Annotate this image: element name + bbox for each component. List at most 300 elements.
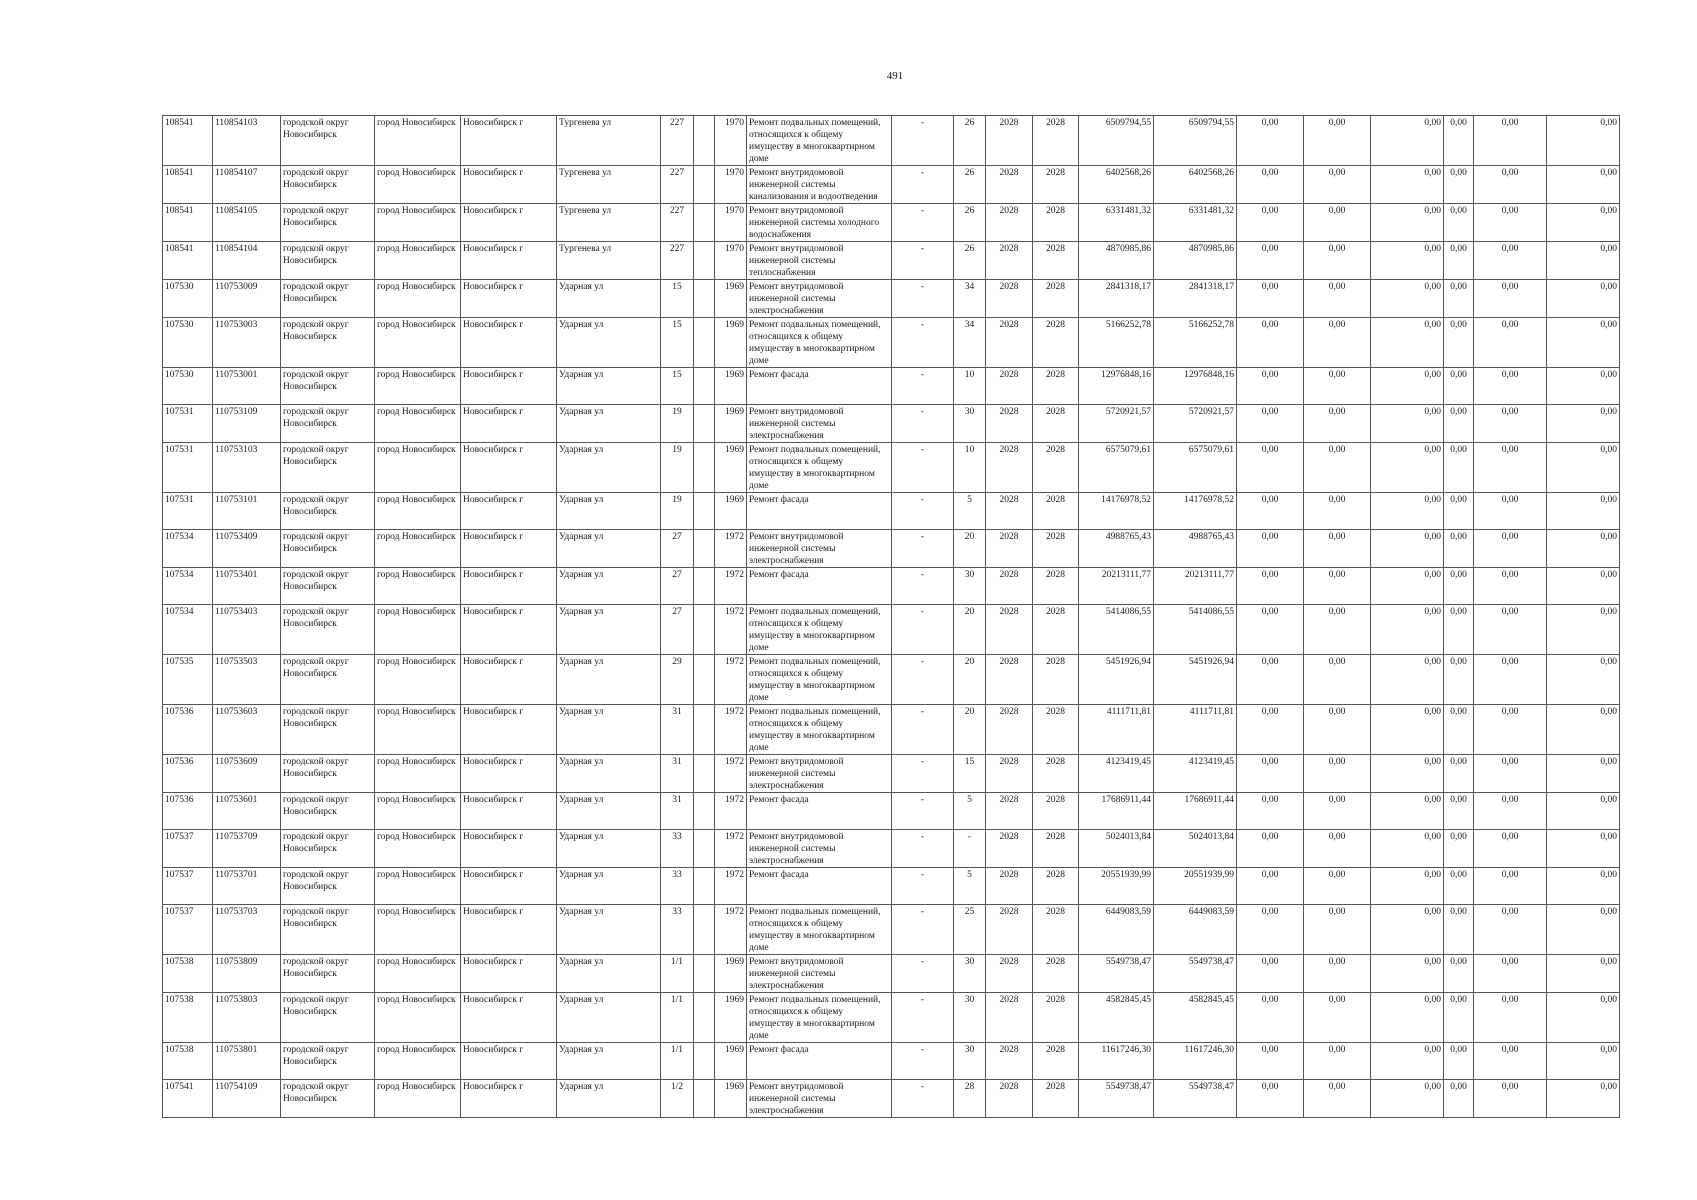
cell-street: Ударная ул [557,568,661,605]
cell-total-cost: 5024013,84 [1079,830,1154,868]
cell-cost-e: 0,00 [1474,793,1547,830]
cell-cost-f: 0,00 [1547,955,1620,993]
cell-cost-f: 0,00 [1547,204,1620,242]
cell-plan-year-start: 2028 [986,280,1033,318]
cell-house-number: 15 [661,368,694,405]
cell-total-cost: 5549738,47 [1079,1080,1154,1118]
cell-cost-d: 0,00 [1444,116,1474,166]
cell-building [694,530,715,568]
cell-plan-year-start: 2028 [986,405,1033,443]
cell-cost-a: 0,00 [1237,242,1304,280]
cell-cost-a: 0,00 [1237,830,1304,868]
cell-object-id: 107530 [163,368,213,405]
cell-cost-a: 0,00 [1237,530,1304,568]
cell-cost-b: 0,00 [1304,905,1371,955]
cell-work-id: 110753601 [213,793,281,830]
cell-fund-cost: 6575079,61 [1154,443,1237,493]
cell-house-number: 31 [661,705,694,755]
cell-cost-c: 0,00 [1371,1080,1444,1118]
cell-object-id: 107537 [163,868,213,905]
cell-wear-percent: 5 [954,793,986,830]
cell-city: Новосибирск г [461,318,557,368]
cell-built-year: 1969 [715,318,747,368]
cell-house-number: 15 [661,318,694,368]
table-row [163,280,1620,318]
cell-city: Новосибирск г [461,868,557,905]
cell-work-type: Ремонт фасада [747,868,892,905]
cell-street: Ударная ул [557,993,661,1043]
cell-cost-a: 0,00 [1237,793,1304,830]
cell-city: Новосибирск г [461,793,557,830]
cell-object-id: 107538 [163,1043,213,1080]
cell-city: Новосибирск г [461,955,557,993]
cell-work-type: Ремонт фасада [747,568,892,605]
cell-cost-a: 0,00 [1237,1043,1304,1080]
cell-cost-e: 0,00 [1474,242,1547,280]
cell-wear-percent: 20 [954,655,986,705]
cell-built-year: 1969 [715,1043,747,1080]
cell-cost-e: 0,00 [1474,116,1547,166]
cell-plan-year-start: 2028 [986,955,1033,993]
cell-cost-d: 0,00 [1444,242,1474,280]
cell-fund-cost: 12976848,16 [1154,368,1237,405]
cell-cost-c: 0,00 [1371,318,1444,368]
cell-municipality: городской округ Новосибирск [281,1043,375,1080]
cell-built-year: 1972 [715,530,747,568]
cell-plan-year-end: 2028 [1033,1080,1079,1118]
cell-settlement: город Новосибирск [375,655,461,705]
cell-built-year: 1970 [715,166,747,204]
cell-work-id: 110753003 [213,318,281,368]
cell-plan-year-start: 2028 [986,166,1033,204]
cell-cost-b: 0,00 [1304,868,1371,905]
cell-cost-b: 0,00 [1304,242,1371,280]
cell-cost-f: 0,00 [1547,280,1620,318]
cell-work-type: Ремонт подвальных помещений, относящихся к общему имуществу в многоквартирном доме [747,116,892,166]
cell-cost-d: 0,00 [1444,318,1474,368]
cell-cost-f: 0,00 [1547,868,1620,905]
cell-house-number: 27 [661,568,694,605]
cell-work-id: 110753503 [213,655,281,705]
cell-built-year: 1972 [715,793,747,830]
cell-cost-d: 0,00 [1444,530,1474,568]
cell-total-cost: 6575079,61 [1079,443,1154,493]
table-row [163,955,1620,993]
table-row [163,905,1620,955]
cell-settlement: город Новосибирск [375,204,461,242]
cell-plan-year-end: 2028 [1033,530,1079,568]
cell-work-id: 110854105 [213,204,281,242]
cell-cost-e: 0,00 [1474,1043,1547,1080]
cell-street: Ударная ул [557,368,661,405]
cell-built-year: 1972 [715,705,747,755]
cell-building [694,405,715,443]
cell-city: Новосибирск г [461,116,557,166]
cell-work-id: 110753103 [213,443,281,493]
table-row [163,1043,1620,1080]
cell-house-number: 19 [661,443,694,493]
cell-wear-percent: - [954,830,986,868]
cell-cost-b: 0,00 [1304,368,1371,405]
cell-cost-d: 0,00 [1444,405,1474,443]
cell-object-id: 107538 [163,955,213,993]
cell-total-cost: 6331481,32 [1079,204,1154,242]
cell-object-id: 108541 [163,166,213,204]
cell-cost-b: 0,00 [1304,443,1371,493]
cell-settlement: город Новосибирск [375,830,461,868]
cell-work-id: 110753009 [213,280,281,318]
cell-house-number: 227 [661,166,694,204]
cell-wear-percent: 28 [954,1080,986,1118]
cell-work-id: 110753401 [213,568,281,605]
cell-settlement: город Новосибирск [375,116,461,166]
cell-plan-year-start: 2028 [986,242,1033,280]
cell-settlement: город Новосибирск [375,1043,461,1080]
cell-wear-percent: 30 [954,405,986,443]
cell-cost-f: 0,00 [1547,993,1620,1043]
cell-work-type: Ремонт подвальных помещений, относящихся к общему имуществу в многоквартирном доме [747,605,892,655]
cell-street: Тургенева ул [557,242,661,280]
cell-settlement: город Новосибирск [375,166,461,204]
cell-settlement: город Новосибирск [375,955,461,993]
table-row [163,1080,1620,1118]
cell-cost-c: 0,00 [1371,568,1444,605]
cell-settlement: город Новосибирск [375,605,461,655]
cell-plan-year-end: 2028 [1033,905,1079,955]
cell-building [694,368,715,405]
cell-fund-cost: 20213111,77 [1154,568,1237,605]
cell-cost-f: 0,00 [1547,1080,1620,1118]
cell-municipality: городской округ Новосибирск [281,204,375,242]
cell-house-number: 29 [661,655,694,705]
cell-settlement: город Новосибирск [375,318,461,368]
cell-cost-f: 0,00 [1547,605,1620,655]
cell-building [694,868,715,905]
cell-fund-cost: 4988765,43 [1154,530,1237,568]
cell-cost-b: 0,00 [1304,166,1371,204]
cell-cost-c: 0,00 [1371,830,1444,868]
cell-plan-year-end: 2028 [1033,793,1079,830]
cell-cost-f: 0,00 [1547,116,1620,166]
cell-object-id: 107534 [163,605,213,655]
cell-cost-e: 0,00 [1474,405,1547,443]
cell-cost-e: 0,00 [1474,905,1547,955]
cell-total-cost: 12976848,16 [1079,368,1154,405]
cell-cost-f: 0,00 [1547,568,1620,605]
cell-street: Тургенева ул [557,204,661,242]
cell-work-type: Ремонт подвальных помещений, относящихся к общему имуществу в многоквартирном доме [747,443,892,493]
cell-cost-c: 0,00 [1371,1043,1444,1080]
cell-total-cost: 2841318,17 [1079,280,1154,318]
cell-wear-percent: 26 [954,166,986,204]
cell-plan-year-start: 2028 [986,318,1033,368]
cell-work-type: Ремонт внутридомовой инженерной системы электроснабжения [747,830,892,868]
cell-cost-d: 0,00 [1444,443,1474,493]
cell-cost-b: 0,00 [1304,318,1371,368]
cell-total-cost: 11617246,30 [1079,1043,1154,1080]
cell-settlement: город Новосибирск [375,705,461,755]
cell-building [694,705,715,755]
cell-cell-dash: - [892,280,954,318]
cell-cost-c: 0,00 [1371,605,1444,655]
cell-work-id: 110854103 [213,116,281,166]
cell-cost-c: 0,00 [1371,166,1444,204]
cell-work-id: 110753801 [213,1043,281,1080]
cell-settlement: город Новосибирск [375,755,461,793]
cell-building [694,605,715,655]
cell-cost-b: 0,00 [1304,493,1371,530]
cell-municipality: городской округ Новосибирск [281,793,375,830]
table-row [163,166,1620,204]
cell-built-year: 1972 [715,868,747,905]
cell-object-id: 107537 [163,905,213,955]
cell-fund-cost: 6449083,59 [1154,905,1237,955]
cell-house-number: 27 [661,605,694,655]
cell-work-type: Ремонт подвальных помещений, относящихся к общему имуществу в многоквартирном доме [747,993,892,1043]
cell-cost-a: 0,00 [1237,868,1304,905]
cell-cost-f: 0,00 [1547,830,1620,868]
cell-municipality: городской округ Новосибирск [281,242,375,280]
cell-cost-c: 0,00 [1371,905,1444,955]
cell-cost-a: 0,00 [1237,1080,1304,1118]
cell-cost-f: 0,00 [1547,368,1620,405]
cell-street: Ударная ул [557,955,661,993]
cell-building [694,568,715,605]
table-row [163,655,1620,705]
cell-built-year: 1969 [715,368,747,405]
cell-plan-year-start: 2028 [986,793,1033,830]
cell-cost-a: 0,00 [1237,443,1304,493]
cell-work-id: 110753809 [213,955,281,993]
cell-fund-cost: 17686911,44 [1154,793,1237,830]
cell-built-year: 1969 [715,443,747,493]
cell-plan-year-start: 2028 [986,493,1033,530]
cell-settlement: город Новосибирск [375,242,461,280]
cell-wear-percent: 34 [954,280,986,318]
cell-settlement: город Новосибирск [375,280,461,318]
cell-plan-year-start: 2028 [986,116,1033,166]
cell-work-type: Ремонт внутридомовой инженерной системы холодного водоснабжения [747,204,892,242]
cell-wear-percent: 26 [954,204,986,242]
cell-total-cost: 4870985,86 [1079,242,1154,280]
cell-cost-a: 0,00 [1237,955,1304,993]
cell-built-year: 1972 [715,605,747,655]
table-row [163,368,1620,405]
cell-municipality: городской округ Новосибирск [281,830,375,868]
cell-street: Ударная ул [557,655,661,705]
table-row [163,993,1620,1043]
cell-municipality: городской округ Новосибирск [281,280,375,318]
cell-municipality: городской округ Новосибирск [281,993,375,1043]
cell-street: Ударная ул [557,530,661,568]
cell-cost-e: 0,00 [1474,830,1547,868]
cell-fund-cost: 5451926,94 [1154,655,1237,705]
cell-total-cost: 6449083,59 [1079,905,1154,955]
cell-city: Новосибирск г [461,166,557,204]
cell-work-type: Ремонт фасада [747,493,892,530]
cell-house-number: 31 [661,793,694,830]
cell-municipality: городской округ Новосибирск [281,443,375,493]
cell-house-number: 227 [661,204,694,242]
cell-cost-d: 0,00 [1444,955,1474,993]
cell-settlement: город Новосибирск [375,368,461,405]
cell-cost-d: 0,00 [1444,905,1474,955]
cell-building [694,242,715,280]
cell-built-year: 1972 [715,655,747,705]
cell-work-type: Ремонт внутридомовой инженерной системы электроснабжения [747,755,892,793]
cell-cost-e: 0,00 [1474,368,1547,405]
cell-cost-f: 0,00 [1547,530,1620,568]
cell-building [694,166,715,204]
cell-total-cost: 17686911,44 [1079,793,1154,830]
cell-cost-f: 0,00 [1547,405,1620,443]
cell-city: Новосибирск г [461,830,557,868]
cell-plan-year-start: 2028 [986,905,1033,955]
cell-work-id: 110753109 [213,405,281,443]
cell-cost-e: 0,00 [1474,530,1547,568]
cell-cost-b: 0,00 [1304,1080,1371,1118]
cell-cost-c: 0,00 [1371,655,1444,705]
cell-cell-dash: - [892,905,954,955]
cell-cost-c: 0,00 [1371,705,1444,755]
cell-total-cost: 4123419,45 [1079,755,1154,793]
cell-cost-c: 0,00 [1371,755,1444,793]
cell-municipality: городской округ Новосибирск [281,568,375,605]
cell-cell-dash: - [892,955,954,993]
cell-street: Ударная ул [557,405,661,443]
cell-plan-year-end: 2028 [1033,116,1079,166]
cell-cost-b: 0,00 [1304,955,1371,993]
cell-fund-cost: 4111711,81 [1154,705,1237,755]
cell-cost-f: 0,00 [1547,905,1620,955]
cell-wear-percent: 26 [954,116,986,166]
cell-city: Новосибирск г [461,993,557,1043]
cell-plan-year-end: 2028 [1033,368,1079,405]
cell-plan-year-start: 2028 [986,605,1033,655]
cell-street: Ударная ул [557,1043,661,1080]
cell-wear-percent: 5 [954,868,986,905]
cell-wear-percent: 5 [954,493,986,530]
cell-municipality: городской округ Новосибирск [281,530,375,568]
cell-plan-year-start: 2028 [986,568,1033,605]
cell-object-id: 108541 [163,204,213,242]
cell-cost-f: 0,00 [1547,793,1620,830]
cell-cost-d: 0,00 [1444,166,1474,204]
cell-house-number: 15 [661,280,694,318]
cell-municipality: городской округ Новосибирск [281,116,375,166]
cell-plan-year-start: 2028 [986,993,1033,1043]
cell-plan-year-end: 2028 [1033,868,1079,905]
cell-cost-a: 0,00 [1237,280,1304,318]
cell-work-type: Ремонт подвальных помещений, относящихся к общему имуществу в многоквартирном доме [747,655,892,705]
cell-settlement: город Новосибирск [375,443,461,493]
cell-building [694,1043,715,1080]
cell-total-cost: 5549738,47 [1079,955,1154,993]
cell-cost-d: 0,00 [1444,755,1474,793]
cell-city: Новосибирск г [461,242,557,280]
cell-settlement: город Новосибирск [375,530,461,568]
cell-total-cost: 20551939,99 [1079,868,1154,905]
cell-street: Ударная ул [557,905,661,955]
cell-cost-a: 0,00 [1237,368,1304,405]
cell-cost-a: 0,00 [1237,116,1304,166]
cell-municipality: городской округ Новосибирск [281,905,375,955]
cell-plan-year-end: 2028 [1033,204,1079,242]
cell-cost-b: 0,00 [1304,605,1371,655]
cell-fund-cost: 5549738,47 [1154,1080,1237,1118]
cell-built-year: 1972 [715,568,747,605]
cell-house-number: 227 [661,242,694,280]
cell-cost-a: 0,00 [1237,655,1304,705]
cell-building [694,318,715,368]
cell-plan-year-start: 2028 [986,868,1033,905]
cell-wear-percent: 30 [954,568,986,605]
cell-house-number: 33 [661,905,694,955]
cell-cost-e: 0,00 [1474,568,1547,605]
cell-building [694,204,715,242]
cell-cost-f: 0,00 [1547,493,1620,530]
cell-settlement: город Новосибирск [375,493,461,530]
cell-wear-percent: 30 [954,955,986,993]
cell-work-id: 110753703 [213,905,281,955]
cell-municipality: городской округ Новосибирск [281,955,375,993]
cell-building [694,655,715,705]
cell-cost-c: 0,00 [1371,955,1444,993]
cell-cost-b: 0,00 [1304,116,1371,166]
cell-work-type: Ремонт внутридомовой инженерной системы теплоснабжения [747,242,892,280]
cell-object-id: 107530 [163,280,213,318]
cell-object-id: 107531 [163,493,213,530]
cell-city: Новосибирск г [461,705,557,755]
cell-building [694,905,715,955]
cell-work-id: 110753701 [213,868,281,905]
cell-plan-year-start: 2028 [986,655,1033,705]
cell-built-year: 1970 [715,116,747,166]
cell-cost-a: 0,00 [1237,318,1304,368]
table-row [163,605,1620,655]
cell-city: Новосибирск г [461,655,557,705]
cell-house-number: 1/1 [661,993,694,1043]
cell-plan-year-end: 2028 [1033,1043,1079,1080]
cell-work-id: 110753603 [213,705,281,755]
cell-street: Ударная ул [557,493,661,530]
cell-cell-dash: - [892,605,954,655]
cell-municipality: городской округ Новосибирск [281,493,375,530]
cell-settlement: город Новосибирск [375,568,461,605]
cell-object-id: 107538 [163,993,213,1043]
cell-work-type: Ремонт фасада [747,1043,892,1080]
cell-fund-cost: 6509794,55 [1154,116,1237,166]
cell-built-year: 1972 [715,830,747,868]
cell-work-id: 110854107 [213,166,281,204]
cell-plan-year-start: 2028 [986,1080,1033,1118]
table-row [163,443,1620,493]
cell-built-year: 1972 [715,905,747,955]
cell-cost-c: 0,00 [1371,443,1444,493]
cell-cost-f: 0,00 [1547,705,1620,755]
cell-cell-dash: - [892,443,954,493]
cell-cell-dash: - [892,318,954,368]
cell-plan-year-end: 2028 [1033,568,1079,605]
cell-cost-a: 0,00 [1237,993,1304,1043]
cell-cost-a: 0,00 [1237,493,1304,530]
cell-cell-dash: - [892,705,954,755]
cell-cost-d: 0,00 [1444,280,1474,318]
cell-house-number: 1/2 [661,1080,694,1118]
cell-total-cost: 5166252,78 [1079,318,1154,368]
cell-cost-e: 0,00 [1474,605,1547,655]
cell-city: Новосибирск г [461,368,557,405]
